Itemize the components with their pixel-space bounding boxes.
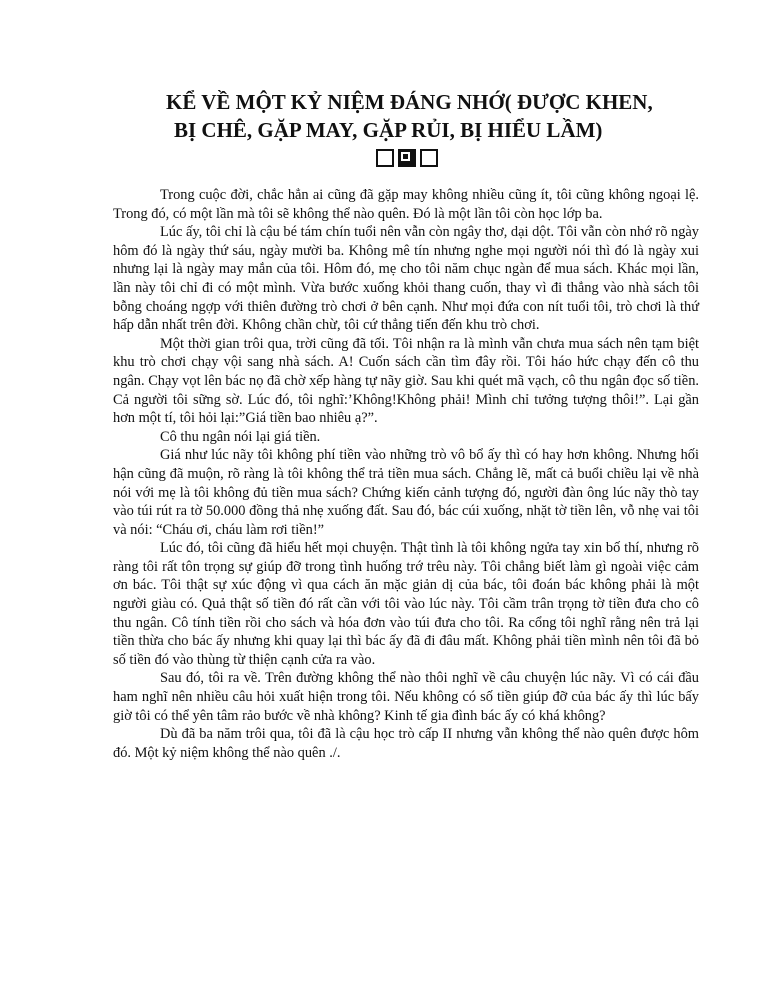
outline-box-icon <box>420 149 438 167</box>
paragraph-5: Giá như lúc nãy tôi không phí tiền vào những trò vô bổ ấy thì có hay hơn không. Nhưng hối hận cũng đã muộn, rõ ràng là tôi không thể trả tiền mua sách. Chẳng lẽ, mất cả buổi chiều lại về nhà nói với mẹ là tôi không đủ tiền mua sách? Chứng kiến cảnh tượng đó, người đàn ông lúc nãy thò tay vào túi rút ra tờ 50.000 đồng thả nhẹ xuống đất. Sau đó, bác cúi xuống, nhặt tờ tiền lên, vỗ nhẹ vai tôi và nói: “Cháu ơi, cháu làm rơi tiền!” <box>113 447 699 538</box>
decorative-boxes-icon <box>376 146 438 170</box>
filled-box-icon <box>398 149 416 167</box>
paragraph-7: Sau đó, tôi ra về. Trên đường không thể nào thôi nghĩ về câu chuyện lúc nãy. Vì có cái đầu ham nghĩ nên nhiều câu hỏi xuất hiện trong tôi. Nếu không có số tiền giúp đỡ của bác ấy thì lúc bấy giờ tôi có thể yên tâm rảo bước về nhà không? Kinh tế gia đình bác ấy có khá không? <box>113 670 699 724</box>
paragraph-8: Dù đã ba năm trôi qua, tôi đã là cậu học trò cấp II nhưng vẫn không thể nào quên được hôm đó. Một kỷ niệm không thể nào quên ./. <box>113 726 699 761</box>
title-line-1: KỂ VỀ MỘT KỶ NIỆM ĐÁNG NHỚ( ĐƯỢC KHEN, <box>166 90 653 114</box>
paragraph-1: Trong cuộc đời, chắc hẳn ai cũng đã gặp may không nhiều cũng ít, tôi cũng không ngoại lệ. Trong đó, có một lần mà tôi sẽ không thể nào quên. Đó là một lần tôi còn học lớp ba. <box>113 187 699 222</box>
paragraph-6: Lúc đó, tôi cũng đã hiểu hết mọi chuyện. Thật tình là tôi không ngửa tay xin bố thí, nhưng rõ ràng tôi rất tôn trọng sự giúp đỡ trong tình huống trớ trêu này. Tôi chẳng biết làm gì ngoài việc cảm ơn bác. Tôi thật sự xúc động vì qua cách ăn mặc giản dị của bác, tôi đoán bác không phải là một người giàu có. Quả thật số tiền đó rất cần với tôi vào lúc này. Tôi cầm trân trọng tờ tiền đưa cho cô thu ngân. Cô tính tiền rồi cho sách và hóa đơn vào túi đưa cho tôi. Ra cổng tôi nghĩ rằng nên trả lại tiền thừa cho bác ấy nhưng khi quay lại thì bác ấy đã đi đâu mất. Không phải tiền mình nên tôi đã bỏ số tiền đó vào thùng từ thiện cạnh cửa ra vào. <box>113 540 699 668</box>
paragraph-2: Lúc ấy, tôi chỉ là cậu bé tám chín tuổi nên vẫn còn ngây thơ, dại dột. Tôi vẫn còn nhớ rõ ngày hôm đó là ngày thứ sáu, ngày mười ba. Không mê tín nhưng nghe mọi người nói thì đó là ngày xui nhưng lại là ngày may mắn của tôi. Hôm đó, mẹ cho tôi năm chục ngàn để mua sách. Khác mọi lần, lần này tôi chỉ đi có một mình. Vừa bước xuống khỏi thang cuốn, thay vì đi thẳng vào nhà sách tôi bỗng choáng ngợp với thiên đường trò chơi ở bên cạnh. Như mọi đứa con nít tuổi tôi, trò chơi là thứ hấp dẫn nhất trên đời. Không chần chừ, tôi cứ thẳng tiến đến khu trò chơi. <box>113 224 699 334</box>
paragraph-4: Cô thu ngân nói lại giá tiền. <box>160 428 321 445</box>
paragraph-3: Một thời gian trôi qua, trời cũng đã tối. Tôi nhận ra là mình vẫn chưa mua sách nên tạm biệt khu trò chơi chạy vội sang nhà sách. A! Cuốn sách cần tìm đây rồi. Tôi háo hức chạy đến cô thu ngân. Chạy vọt lên bác nọ đã chờ xếp hàng tự nãy giờ. Sau khi quét mã vạch, cô thu ngân đọc số tiền. Cả người tôi sững sờ. Lúc đó, tôi nghĩ:’Không!Không phải! Mình chỉ tưởng tượng thôi!”. Lại gần hơn một tí, tôi hỏi lại:”Giá tiền bao nhiêu ạ?”. <box>113 335 699 427</box>
document-title <box>150 88 710 144</box>
document-body <box>113 186 699 762</box>
title-line-2: BỊ CHÊ, GẶP MAY, GẶP RỦI, BỊ HIỂU LẦM) <box>174 118 603 142</box>
outline-box-icon <box>376 149 394 167</box>
